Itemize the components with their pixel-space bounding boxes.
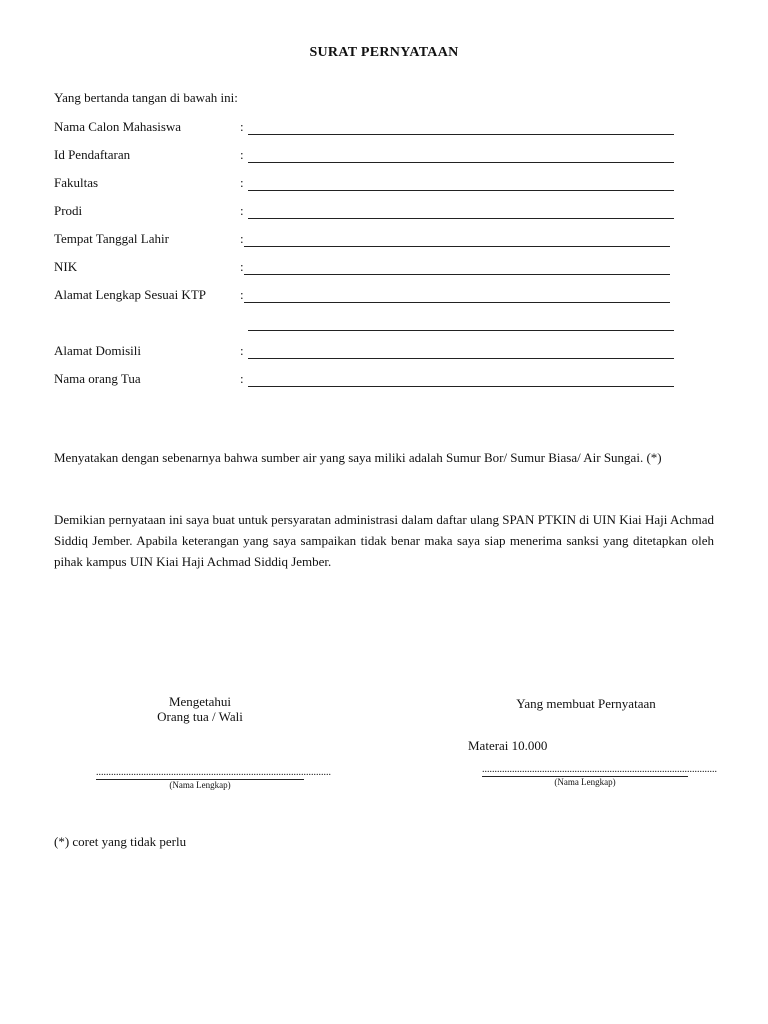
field-alamat-ktp-continuation <box>54 315 674 335</box>
field-alamat-domisili <box>54 343 674 363</box>
field-colon: : <box>240 119 244 134</box>
left-nama-lengkap-label: (Nama Lengkap) <box>169 780 231 790</box>
field-label: Tempat Tanggal Lahir <box>54 231 169 246</box>
field-colon: : <box>240 175 244 190</box>
field-blank-line[interactable] <box>248 358 674 359</box>
field-blank-line[interactable] <box>248 134 674 135</box>
field-label: Nama orang Tua <box>54 371 141 386</box>
right-nama-lengkap-label: (Nama Lengkap) <box>554 777 616 787</box>
left-signature-line[interactable]: .............................................................................................. <box>96 767 331 778</box>
right-signature-heading: Yang membuat Pernyataan <box>516 696 656 711</box>
orang-tua-wali-label: Orang tua / Wali <box>157 709 243 724</box>
field-blank-line[interactable] <box>244 302 670 303</box>
field-blank-line[interactable] <box>248 386 674 387</box>
field-label: Alamat Domisili <box>54 343 142 358</box>
field-label: Alamat Lengkap Sesuai KTP <box>54 287 206 302</box>
field-blank-line[interactable] <box>248 330 674 331</box>
field-fakultas <box>54 175 674 195</box>
closing-paragraph: Demikian pernyataan ini saya buat untuk persyaratan administrasi dalam daftar ulang SPAN PTKIN di UIN Kiai Haji Achmad Siddiq Jember. Apabila keterangan yang saya sampaikan tidak benar maka saya siap menerima sanksi yang ditetapkan oleh pihak kampus UIN Kiai Haji Achmad Siddiq Jember. <box>54 512 714 569</box>
field-blank-line[interactable] <box>248 190 674 191</box>
intro-text: Yang bertanda tangan di bawah ini: <box>54 90 238 105</box>
field-colon: : <box>240 371 244 386</box>
field-colon: : <box>240 287 244 302</box>
field-blank-line[interactable] <box>248 218 674 219</box>
statement-paragraph: Menyatakan dengan sebenarnya bahwa sumber air yang saya miliki adalah Sumur Bor/ Sumur Biasa/ Air Sungai. (*) <box>54 450 662 465</box>
left-signature-heading <box>100 694 300 724</box>
right-signature-line[interactable]: .............................................................................................. <box>482 764 717 775</box>
field-prodi <box>54 203 674 223</box>
field-label: Prodi <box>54 203 83 218</box>
field-label: NIK <box>54 259 78 274</box>
materai-label: Materai 10.000 <box>468 738 548 753</box>
field-nama-orang-tua <box>54 371 674 391</box>
field-colon: : <box>240 259 244 274</box>
field-label: Nama Calon Mahasiswa <box>54 119 182 134</box>
field-id-pendaftaran <box>54 147 674 167</box>
field-blank-line[interactable] <box>244 246 670 247</box>
document-title: SURAT PERNYATAAN <box>309 45 459 60</box>
field-nik <box>54 259 674 279</box>
footnote: (*) coret yang tidak perlu <box>54 834 187 849</box>
field-blank-line[interactable] <box>248 162 674 163</box>
field-colon: : <box>240 231 244 246</box>
field-label: Id Pendaftaran <box>54 147 131 162</box>
field-colon: : <box>240 203 244 218</box>
field-label: Fakultas <box>54 175 99 190</box>
field-colon: : <box>240 343 244 358</box>
field-blank-line[interactable] <box>244 274 670 275</box>
mengetahui-label: Mengetahui <box>168 694 232 709</box>
field-tempat-tanggal-lahir <box>54 231 674 251</box>
field-alamat-ktp <box>54 287 674 307</box>
field-colon: : <box>240 147 244 162</box>
field-nama-calon-mahasiswa <box>54 119 674 139</box>
